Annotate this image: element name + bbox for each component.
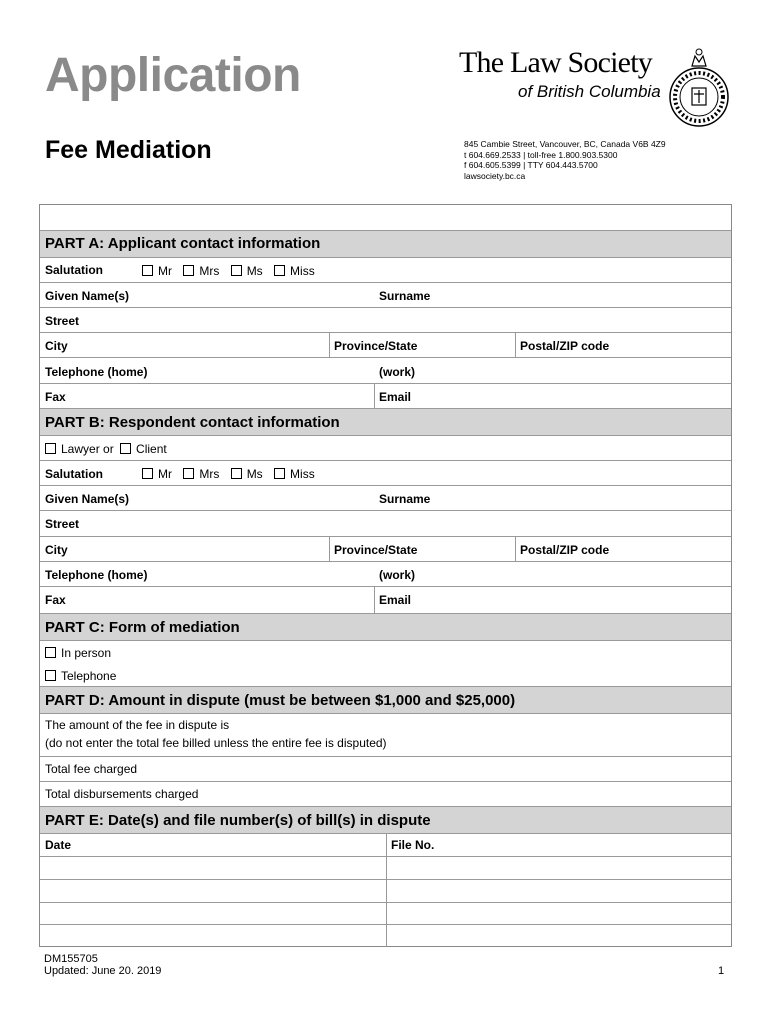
option-lawyer: Lawyer or — [61, 442, 114, 456]
part-d-heading: PART D: Amount in dispute (must be between $1,000 and $25,000) — [40, 687, 731, 714]
part-b-role-row — [40, 436, 731, 461]
street-label: Street — [45, 517, 80, 531]
option-telephone-wrap — [45, 669, 116, 683]
checkbox-lawyer[interactable] — [45, 443, 56, 454]
divider — [515, 537, 516, 562]
amount-note: (do not enter the total fee billed unless the entire fee is disputed) — [45, 736, 387, 750]
address-phone: t 604.669.2533 | toll-free 1.800.903.5300 — [464, 149, 618, 160]
role-options — [45, 442, 167, 456]
checkbox-mrs[interactable] — [183, 265, 194, 276]
option-mrs: Mrs — [199, 467, 220, 481]
email-label: Email — [379, 593, 412, 607]
total-disbursements-label: Total disbursements charged — [45, 787, 199, 801]
part-d-total-fee-row[interactable] — [40, 757, 731, 782]
checkbox-in-person[interactable] — [45, 647, 56, 658]
option-mr: Mr — [158, 264, 172, 278]
salutation-options — [142, 264, 315, 278]
part-e-heading: PART E: Date(s) and file number(s) of bill(s) in dispute — [40, 807, 731, 834]
email-label: Email — [379, 390, 412, 404]
part-b-salutation-row — [40, 461, 731, 486]
application-form — [39, 204, 732, 947]
province-label: Province/State — [334, 339, 418, 353]
salutation-options — [142, 467, 315, 481]
fax-label: Fax — [45, 390, 66, 404]
page-subtitle: Fee Mediation — [45, 136, 212, 164]
divider — [374, 384, 375, 409]
part-a-telephone-row[interactable] — [40, 358, 731, 384]
page-number: 1 — [718, 965, 725, 977]
postal-label: Postal/ZIP code — [520, 339, 610, 353]
option-ms: Ms — [246, 467, 263, 481]
org-name: The Law Society — [459, 46, 652, 79]
part-d-amount-row[interactable] — [40, 714, 731, 757]
option-miss: Miss — [290, 264, 315, 278]
bill-row[interactable] — [40, 880, 731, 903]
checkbox-mr[interactable] — [142, 468, 153, 479]
checkbox-mrs[interactable] — [183, 468, 194, 479]
org-subname: of British Columbia — [518, 82, 661, 101]
part-c-heading: PART C: Form of mediation — [40, 614, 731, 641]
divider — [515, 333, 516, 358]
option-ms: Ms — [246, 264, 263, 278]
option-mrs: Mrs — [199, 264, 220, 278]
bill-row[interactable] — [40, 857, 731, 880]
part-b-street-row[interactable] — [40, 511, 731, 537]
part-b-city-row[interactable] — [40, 537, 731, 562]
fax-label: Fax — [45, 593, 66, 607]
divider — [329, 537, 330, 562]
salutation-label: Salutation — [45, 467, 104, 481]
part-b-fax-row[interactable] — [40, 587, 731, 614]
part-b-name-row[interactable] — [40, 486, 731, 511]
option-telephone: Telephone — [61, 669, 117, 683]
file-no-label: File No. — [391, 838, 435, 852]
work-label: (work) — [379, 568, 415, 582]
option-client: Client — [136, 442, 167, 456]
checkbox-miss[interactable] — [274, 265, 285, 276]
checkbox-ms[interactable] — [231, 265, 242, 276]
street-label: Street — [45, 314, 80, 328]
province-label: Province/State — [334, 543, 418, 557]
part-a-city-row[interactable] — [40, 333, 731, 358]
divider — [374, 587, 375, 614]
surname-label: Surname — [379, 492, 431, 506]
checkbox-mr[interactable] — [142, 265, 153, 276]
checkbox-client[interactable] — [120, 443, 131, 454]
part-a-salutation-row — [40, 258, 731, 283]
part-b-telephone-row[interactable] — [40, 562, 731, 587]
part-a-heading: PART A: Applicant contact information — [40, 231, 731, 258]
part-c-options-row — [40, 641, 731, 687]
address-website: lawsociety.bc.ca — [464, 170, 526, 181]
option-in-person: In person — [61, 646, 112, 660]
postal-label: Postal/ZIP code — [520, 543, 610, 557]
given-names-label: Given Name(s) — [45, 492, 130, 506]
part-b-heading: PART B: Respondent contact information — [40, 409, 731, 436]
option-mr: Mr — [158, 467, 172, 481]
salutation-label: Salutation — [45, 263, 104, 277]
city-label: City — [45, 543, 68, 557]
document-id: DM155705 — [44, 953, 98, 965]
part-a-name-row[interactable] — [40, 283, 731, 308]
telephone-home-label: Telephone (home) — [45, 365, 148, 379]
part-d-disbursements-row[interactable] — [40, 782, 731, 807]
divider — [329, 333, 330, 358]
given-names-label: Given Name(s) — [45, 289, 130, 303]
checkbox-telephone[interactable] — [45, 670, 56, 681]
updated-date: Updated: June 20. 2019 — [44, 965, 162, 977]
surname-label: Surname — [379, 289, 431, 303]
blank-top-row[interactable] — [40, 205, 731, 231]
address-street: 845 Cambie Street, Vancouver, BC, Canada V6B 4Z9 — [464, 139, 666, 149]
law-society-seal-icon — [668, 46, 730, 128]
bill-row[interactable] — [40, 903, 731, 925]
checkbox-miss[interactable] — [274, 468, 285, 479]
date-label: Date — [45, 838, 72, 852]
total-fee-label: Total fee charged — [45, 762, 138, 776]
checkbox-ms[interactable] — [231, 468, 242, 479]
part-a-fax-row[interactable] — [40, 384, 731, 409]
option-in-person-wrap — [45, 646, 111, 660]
city-label: City — [45, 339, 68, 353]
address-fax: f 604.605.5399 | TTY 604.443.5700 — [464, 160, 598, 170]
part-e-header-row — [40, 834, 731, 857]
contact-address — [464, 139, 666, 181]
bill-row[interactable] — [40, 925, 731, 947]
work-label: (work) — [379, 365, 415, 379]
part-a-street-row[interactable] — [40, 308, 731, 333]
telephone-home-label: Telephone (home) — [45, 568, 148, 582]
page-title: Application — [45, 49, 301, 102]
option-miss: Miss — [290, 467, 315, 481]
amount-label: The amount of the fee in dispute is — [45, 718, 230, 732]
footer — [44, 953, 161, 977]
